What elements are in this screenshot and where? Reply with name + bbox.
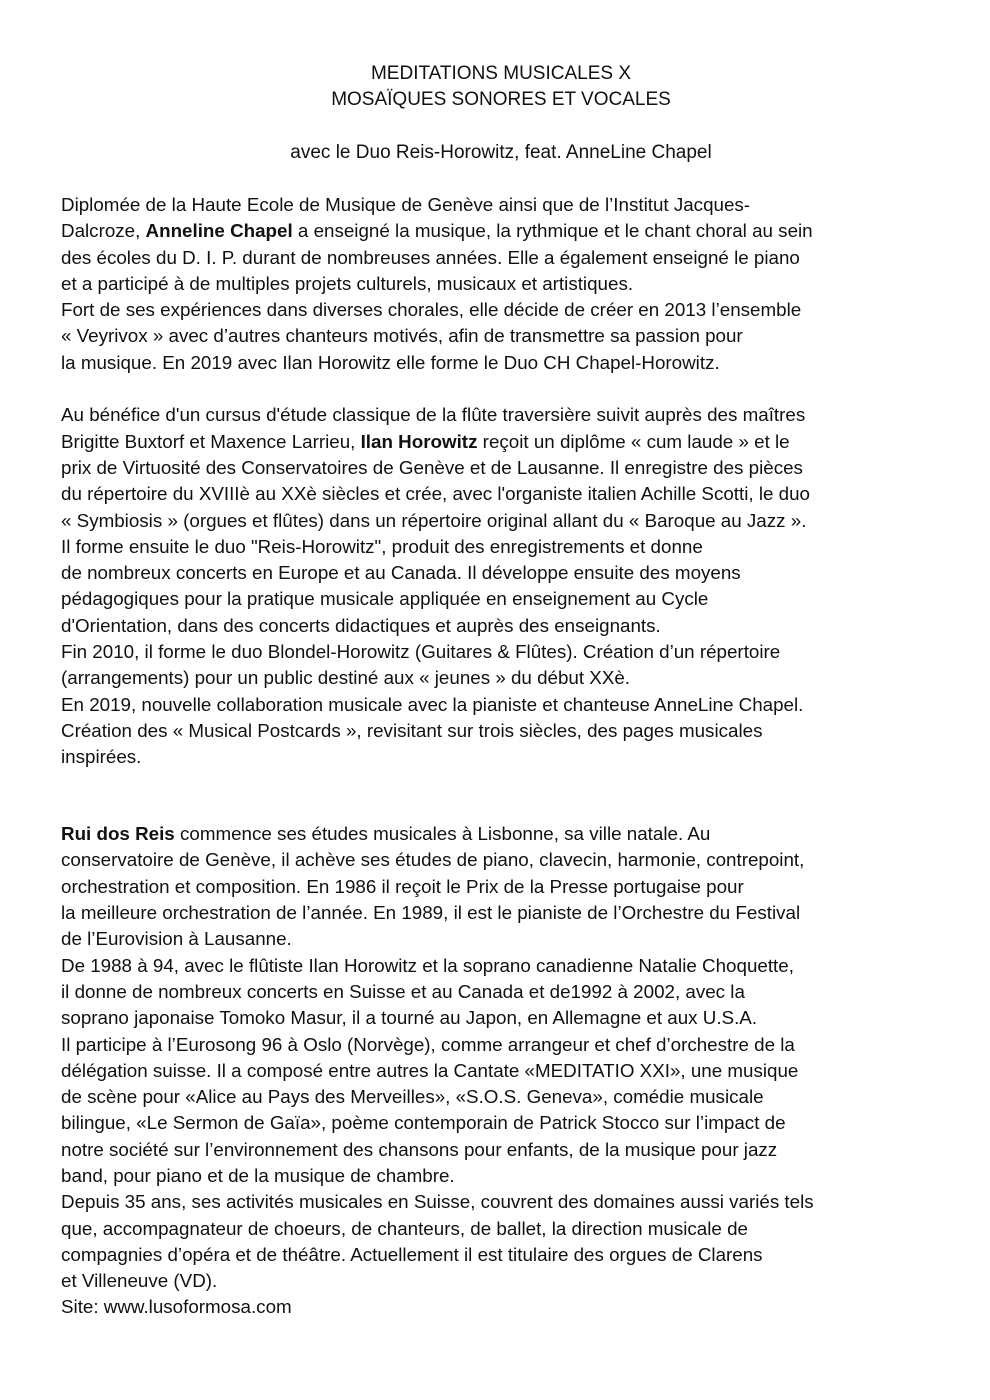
bio-line: que, accompagnateur de choeurs, de chanteurs, de ballet, la direction musicale de [61,1217,748,1239]
bio-line: De 1988 à 94, avec le flûtiste Ilan Horowitz et la soprano canadienne Natalie Choquette, [61,954,794,976]
person-name: Anneline Chapel [145,220,293,242]
bio-line: « Veyrivox » avec d’autres chanteurs motivés, afin de transmettre sa passion pour [61,325,743,347]
bio-line: la musique. En 2019 avec Ilan Horowitz elle forme le Duo CH Chapel-Horowitz. [61,351,720,373]
bio-line: Fin 2010, il forme le duo Blondel-Horowitz (Guitares & Flûtes). Création d’un répertoire [61,641,781,663]
bio-line: Il forme ensuite le duo "Reis-Horowitz", produit des enregistrements et donne [61,535,703,557]
bio-line: « Symbiosis » (orgues et flûtes) dans un répertoire original allant du « Baroque au Jazz ». [61,509,807,531]
bio-line: de nombreux concerts en Europe et au Canada. Il développe ensuite des moyens [61,562,741,584]
document-title [61,61,941,113]
bio-line: des écoles du D. I. P. durant de nombreuses années. Elle a également enseigné le piano [61,246,800,268]
bio-line: band, pour piano et de la musique de chambre. [61,1164,455,1186]
bio-line: notre société sur l’environnement des chansons pour enfants, de la musique pour jazz [61,1138,778,1160]
bio-line: En 2019, nouvelle collaboration musicale avec la pianiste et chanteuse AnneLine Chapel. [61,693,804,715]
bio-line: il donne de nombreux concerts en Suisse et au Canada et de1992 à 2002, avec la [61,980,745,1002]
person-name: Ilan Horowitz [360,430,478,452]
bio-anneline-chapel [61,192,941,402]
bio-line [61,429,941,455]
bio-line: Depuis 35 ans, ses activités musicales en Suisse, couvrent des domaines aussi variés tels [61,1191,814,1213]
website-line: Site: www.lusoformosa.com [61,1296,292,1318]
bio-rui-dos-reis [61,821,941,1321]
bio-line: prix de Virtuosité des Conservatoires de Genève et de Lausanne. Il enregistre des pièces [61,456,803,478]
bio-line [61,821,941,847]
bio-line: et a participé à de multiples projets culturels, musicaux et artistiques. [61,272,634,294]
bio-line: Au bénéfice d'un cursus d'étude classique de la flûte traversière suivit auprès des maîtres [61,404,806,426]
bio-ilan-horowitz [61,402,941,823]
paragraph-gap [61,797,941,823]
paragraph-gap [61,771,941,797]
title-line-2: MOSAÏQUES SONORES ET VOCALES [331,89,671,110]
bio-line [61,218,941,244]
text-span: reçoit un diplôme « cum laude » et le [477,430,790,452]
bio-line: conservatoire de Genève, il achève ses études de piano, clavecin, harmonie, contrepoint, [61,849,805,871]
bio-line: Diplomée de la Haute Ecole de Musique de Genève ainsi que de l’Institut Jacques- [61,194,751,215]
bio-line: compagnies d’opéra et de théâtre. Actuellement il est titulaire des orgues de Clarens [61,1243,763,1265]
bio-line: Fort de ses expériences dans diverses chorales, elle décide de créer en 2013 l’ensemble [61,299,802,321]
bio-line: du répertoire du XVIIIè au XXè siècles et crée, avec l'organiste italien Achille Scotti, le duo [61,483,810,505]
bio-line: soprano japonaise Tomoko Masur, il a tourné au Japon, en Allemagne et aux U.S.A. [61,1007,758,1029]
bio-line: délégation suisse. Il a composé entre autres la Cantate «MEDITATIO XXI», une musique [61,1059,799,1081]
bio-line: bilingue, «Le Sermon de Gaïa», poème contemporain de Patrick Stocco sur l’impact de [61,1112,786,1134]
paragraph-gap [61,376,941,402]
title-line-1: MEDITATIONS MUSICALES X [370,63,632,84]
bio-line: de scène pour «Alice au Pays des Merveilles», «S.O.S. Geneva», comédie musicale [61,1086,764,1108]
text-span: Brigitte Buxtorf et Maxence Larrieu, [61,430,361,452]
bio-line: de l’Eurovision à Lausanne. [61,928,292,950]
document-subtitle: avec le Duo Reis-Horowitz, feat. AnneLine Chapel [290,142,712,163]
bio-line: la meilleure orchestration de l’année. En 1989, il est le pianiste de l’Orchestre du Festival [61,902,801,924]
document-page [61,61,941,1321]
bio-line: orchestration et composition. En 1986 il reçoit le Prix de la Presse portugaise pour [61,875,744,897]
bio-line: inspirées. [61,746,142,768]
text-span: Dalcroze, [61,220,146,242]
bio-line: (arrangements) pour un public destiné aux « jeunes » du début XXè. [61,667,631,689]
text-span: commence ses études musicales à Lisbonne, sa ville natale. Au [174,823,711,845]
bio-line: Création des « Musical Postcards », revisitant sur trois siècles, des pages musicales [61,719,763,741]
bio-line: d'Orientation, dans des concerts didactiques et auprès des enseignants. [61,614,661,636]
person-name: Rui dos Reis [61,823,175,845]
bio-line: pédagogiques pour la pratique musicale appliquée en enseignement au Cycle [61,588,709,610]
bio-line: et Villeneuve (VD). [61,1270,218,1292]
bio-line: Il participe à l’Eurosong 96 à Oslo (Norvège), comme arrangeur et chef d’orchestre de la [61,1033,795,1055]
text-span: a enseigné la musique, la rythmique et le chant choral au sein [292,220,813,242]
